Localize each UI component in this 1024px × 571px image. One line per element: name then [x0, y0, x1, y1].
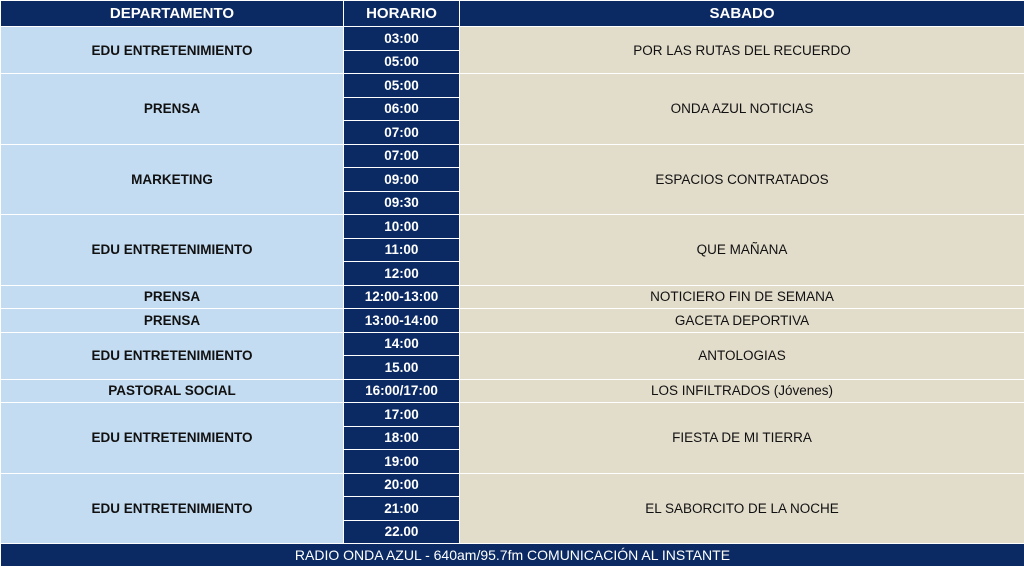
table-row: [1, 144, 1024, 168]
program-cell: LOS INFILTRADOS (Jóvenes): [460, 379, 1024, 403]
time-cell: 05:00: [344, 50, 460, 74]
program-cell: ESPACIOS CONTRATADOS: [460, 144, 1024, 215]
time-cell: 06:00: [344, 97, 460, 121]
time-cell: 21:00: [344, 497, 460, 521]
table-row: [1, 473, 1024, 497]
department-cell: EDU ENTRETENIMIENTO: [1, 332, 344, 379]
footer-banner: RADIO ONDA AZUL - 640am/95.7fm COMUNICACIÓN AL INSTANTE: [1, 544, 1024, 567]
program-cell: GACETA DEPORTIVA: [460, 309, 1024, 333]
header-horario: HORARIO: [344, 1, 460, 27]
schedule-body: [1, 27, 1024, 544]
time-cell: 10:00: [344, 215, 460, 239]
time-cell: 05:00: [344, 74, 460, 98]
time-cell: 17:00: [344, 403, 460, 427]
time-cell: 03:00: [344, 27, 460, 51]
time-cell: 19:00: [344, 450, 460, 474]
table-row: [1, 403, 1024, 427]
department-cell: PASTORAL SOCIAL: [1, 379, 344, 403]
program-cell: NOTICIERO FIN DE SEMANA: [460, 285, 1024, 309]
table-row: [1, 309, 1024, 333]
department-cell: EDU ENTRETENIMIENTO: [1, 473, 344, 544]
time-cell: 09:00: [344, 168, 460, 192]
program-cell: EL SABORCITO DE LA NOCHE: [460, 473, 1024, 544]
table-row: [1, 215, 1024, 239]
department-cell: MARKETING: [1, 144, 344, 215]
time-cell: 07:00: [344, 144, 460, 168]
time-cell: 22.00: [344, 520, 460, 544]
department-cell: PRENSA: [1, 74, 344, 145]
program-cell: QUE MAÑANA: [460, 215, 1024, 286]
department-cell: EDU ENTRETENIMIENTO: [1, 27, 344, 74]
header-row: [1, 1, 1024, 27]
program-cell: FIESTA DE MI TIERRA: [460, 403, 1024, 474]
table-row: [1, 27, 1024, 51]
time-cell: 12:00: [344, 262, 460, 286]
table-row: [1, 379, 1024, 403]
time-cell: 12:00-13:00: [344, 285, 460, 309]
header-departamento: DEPARTAMENTO: [1, 1, 344, 27]
program-cell: ONDA AZUL NOTICIAS: [460, 74, 1024, 145]
program-cell: POR LAS RUTAS DEL RECUERDO: [460, 27, 1024, 74]
time-cell: 20:00: [344, 473, 460, 497]
table-row: [1, 285, 1024, 309]
footer-row: [1, 544, 1024, 567]
department-cell: EDU ENTRETENIMIENTO: [1, 215, 344, 286]
department-cell: EDU ENTRETENIMIENTO: [1, 403, 344, 474]
table-row: [1, 74, 1024, 98]
time-cell: 07:00: [344, 121, 460, 145]
time-cell: 15.00: [344, 356, 460, 380]
time-cell: 13:00-14:00: [344, 309, 460, 333]
time-cell: 16:00/17:00: [344, 379, 460, 403]
department-cell: PRENSA: [1, 309, 344, 333]
department-cell: PRENSA: [1, 285, 344, 309]
table-row: [1, 332, 1024, 356]
time-cell: 09:30: [344, 191, 460, 215]
header-sabado: SABADO: [460, 1, 1024, 27]
time-cell: 11:00: [344, 238, 460, 262]
time-cell: 14:00: [344, 332, 460, 356]
program-cell: ANTOLOGIAS: [460, 332, 1024, 379]
time-cell: 18:00: [344, 426, 460, 450]
